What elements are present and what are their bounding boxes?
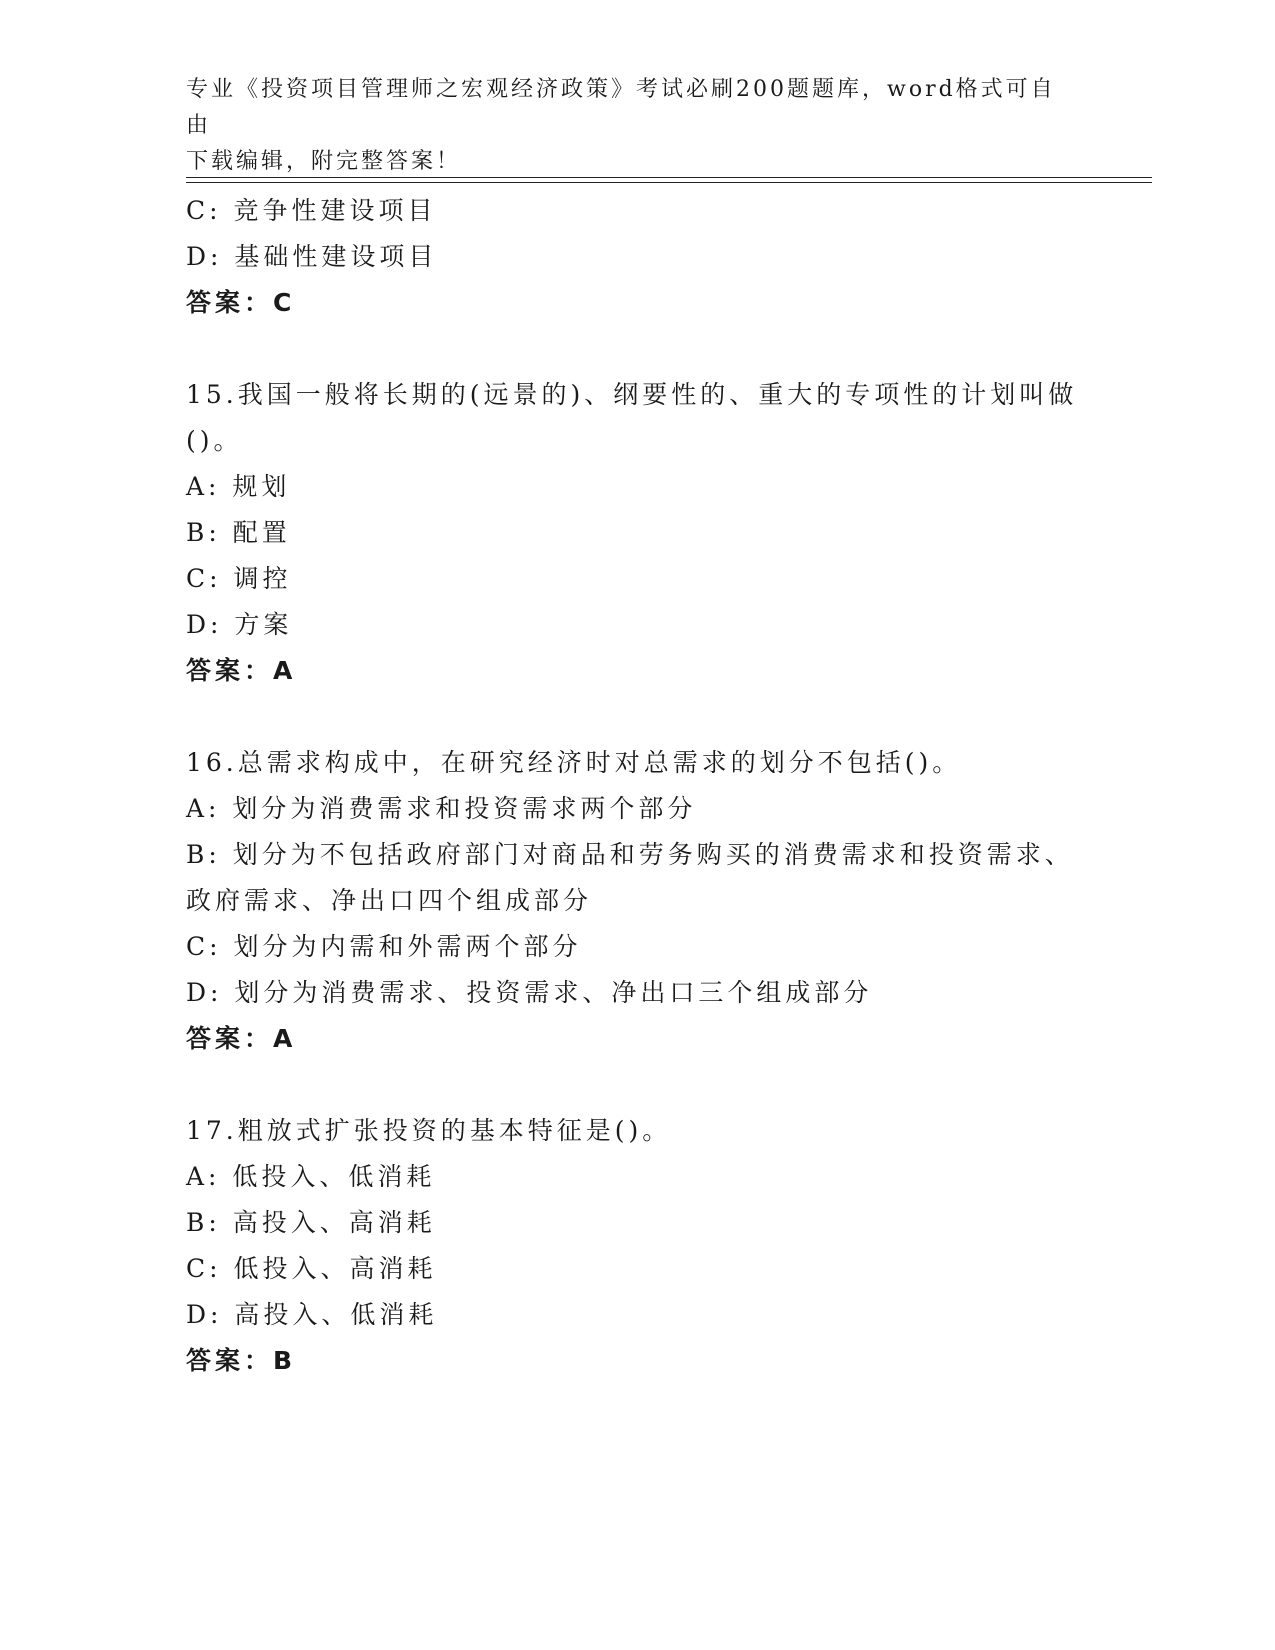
header-rule-top bbox=[186, 177, 1152, 178]
question-stem: 15.我国一般将长期的(远景的)、纲要性的、重大的专项性的计划叫做 bbox=[186, 380, 1078, 409]
option-b: B: 高投入、高消耗 bbox=[186, 1208, 436, 1237]
document-header bbox=[186, 72, 1066, 180]
spacer bbox=[186, 1062, 1086, 1108]
question-stem: 16.总需求构成中，在研究经济时对总需求的划分不包括()。 bbox=[186, 748, 962, 777]
answer: 答案：B bbox=[186, 1346, 297, 1375]
option-c: C: 竞争性建设项目 bbox=[186, 196, 437, 225]
question-14 bbox=[186, 188, 1086, 326]
question-16 bbox=[186, 740, 1086, 1062]
option-d: D: 高投入、低消耗 bbox=[186, 1300, 438, 1329]
header-line-1: 专业《投资项目管理师之宏观经济政策》考试必刷200题题库，word格式可自由 bbox=[186, 77, 1056, 138]
header-line-2: 下载编辑，附完整答案！ bbox=[186, 149, 462, 174]
header-rule-bottom bbox=[186, 182, 1152, 183]
question-stem: 17.粗放式扩张投资的基本特征是()。 bbox=[186, 1116, 672, 1145]
option-c: C: 低投入、高消耗 bbox=[186, 1254, 437, 1283]
option-c: C: 调控 bbox=[186, 564, 292, 593]
option-d: D: 方案 bbox=[186, 610, 293, 639]
option-b: B: 配置 bbox=[186, 518, 291, 547]
option-d: D: 基础性建设项目 bbox=[186, 242, 438, 271]
option-c: C: 划分为内需和外需两个部分 bbox=[186, 932, 582, 961]
question-list bbox=[186, 188, 1086, 1384]
answer: 答案：A bbox=[186, 1024, 297, 1053]
question-17 bbox=[186, 1108, 1086, 1384]
answer: 答案：A bbox=[186, 656, 297, 685]
option-b: B: 划分为不包括政府部门对商品和劳务购买的消费需求和投资需求、 bbox=[186, 840, 1074, 869]
option-d: D: 划分为消费需求、投资需求、净出口三个组成部分 bbox=[186, 978, 873, 1007]
option-a: A: 低投入、低消耗 bbox=[186, 1162, 436, 1191]
spacer bbox=[186, 326, 1086, 372]
option-a: A: 划分为消费需求和投资需求两个部分 bbox=[186, 794, 697, 823]
answer: 答案：C bbox=[186, 288, 296, 317]
option-a: A: 规划 bbox=[186, 472, 291, 501]
question-15 bbox=[186, 372, 1086, 694]
option-b-continued: 政府需求、净出口四个组成部分 bbox=[186, 886, 593, 915]
question-stem-continued: ()。 bbox=[186, 426, 243, 455]
spacer bbox=[186, 694, 1086, 740]
